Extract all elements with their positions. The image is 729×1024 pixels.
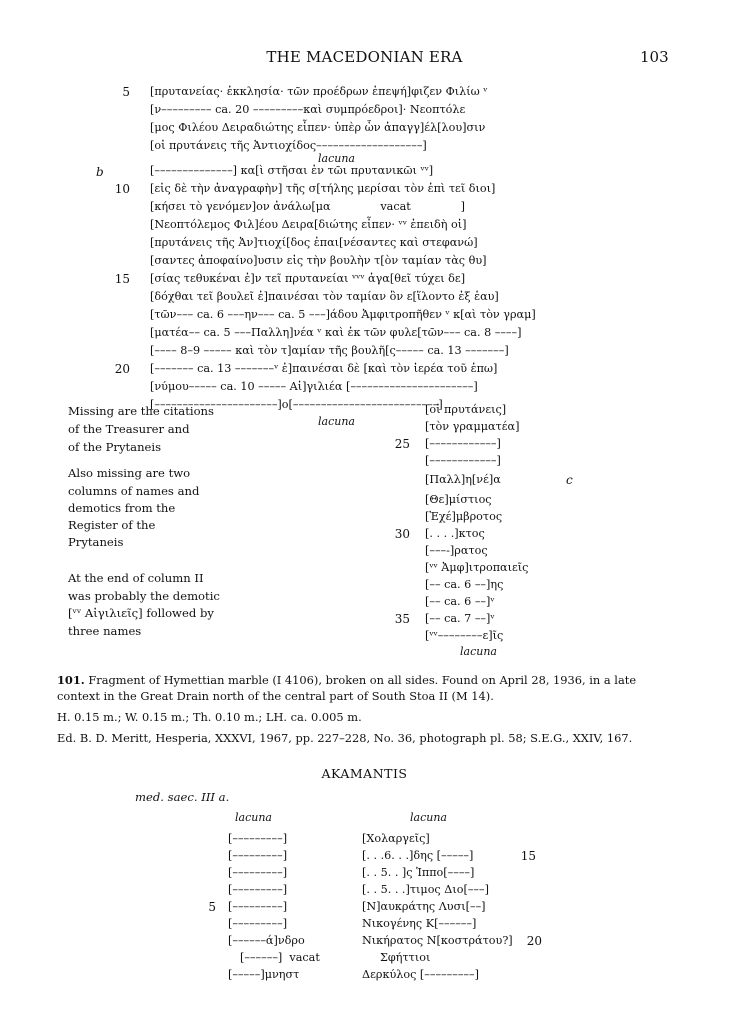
- fragment-marker-c: c: [566, 473, 573, 487]
- inscription-line: [πρυτανείας· ἐκκλησία· τῶν προέδρων ἐπεψή]φιζεν Φιλίω ᵛ: [150, 85, 488, 98]
- inscription-line: [σίας τεθυκέναι ἐ]ν τεῖ πρυτανείαι ᵛᵛᵛ ἀγα[θεῖ τύχει δε]: [150, 272, 466, 285]
- line-number: 20: [114, 362, 130, 376]
- inscription-line: [ν––––––––– ca. 20 –––––––––καὶ συμπρόεδροι]· Νεοπτόλε: [150, 103, 466, 116]
- inscription-line: [Θε]μίστιος: [425, 493, 492, 506]
- inscription-line: [τὸν γραμματέα]: [425, 420, 520, 433]
- line-number: 25: [394, 437, 410, 451]
- inscription-line: [μος Φιλέου Δειραδιώτης εἶπεν· ὑπὲρ ὧν ἀπαγγ]έλ[λου]σιν: [150, 121, 486, 134]
- line-number: 35: [394, 612, 410, 626]
- note-line: [ᵛᵛ Αἰγιλιεῖς] followed by: [68, 606, 214, 620]
- inscription-line: [δόχθαι τεῖ βουλεῖ ἐ]παινέσαι τὸν ταμίαν ὃν ε[ἵλοντο ἐξ ἑαυ]: [150, 290, 499, 303]
- inscription-line: [ᵛᵛ––––––––ε]ῖς: [425, 629, 504, 642]
- inscription-line: [ματέα–– ca. 5 –––Παλλη]νέα ᵛ καὶ ἐκ τῶν φυλε[τῶν––– ca. 8 ––––]: [150, 326, 522, 339]
- note-line: columns of names and: [68, 484, 200, 498]
- lacuna-label: lacuna: [318, 152, 355, 165]
- fragment-marker-b: b: [96, 165, 104, 179]
- name-line-right: Νικογένης Κ[––––––]: [362, 917, 477, 930]
- name-line-left: [–––––––––]: [228, 832, 288, 845]
- note-line: three names: [68, 624, 142, 638]
- inscription-line: [–– ca. 6 ––]ης: [425, 578, 504, 591]
- line-number: 15: [114, 272, 130, 286]
- page-number: 103: [640, 48, 669, 66]
- inscription-line: [οἱ πρυτάνεις τῆς Ἀντιοχίδος–––––––––––––––––––]: [150, 139, 427, 152]
- inscription-line: [κήσει τὸ γενόμεν]ον ἀνάλω[μα vacat ]: [150, 200, 465, 213]
- inscription-line: [––––––––––––]: [425, 454, 501, 467]
- inscription-line: [–– ca. 6 ––]ᵛ: [425, 595, 495, 608]
- section-title: AKAMANTIS: [321, 766, 408, 781]
- lacuna-label: lacuna: [318, 415, 355, 428]
- inscription-line: [εἰς δὲ τὴν ἀναγραφὴν] τῆς σ[τήλης μερίσαι τὸν ἐπὶ τεῖ διοι]: [150, 182, 496, 195]
- inscription-line: [––––––––––––––––––––––]ο[––––––––––––––––––––––––––]: [150, 398, 443, 411]
- line-number: 5: [122, 85, 130, 99]
- running-title: THE MACEDONIAN ERA: [266, 48, 463, 66]
- name-line-right: [. . .6. . .]δης [–––––]: [362, 849, 474, 862]
- name-line-left: [–––––––––]: [228, 917, 288, 930]
- name-line-left: [–––––––––]: [228, 866, 288, 879]
- note-line: demotics from the: [68, 501, 176, 515]
- line-number: 15: [520, 849, 536, 863]
- entry-number: 101.: [57, 673, 85, 687]
- name-line-left: [–––––––––]: [228, 883, 288, 896]
- name-line-right: [. . 5. . .]τιμος Διο[–––]: [362, 883, 489, 896]
- date-line: med. saec. III a.: [135, 790, 230, 804]
- name-line-left: [–––––]μνηστ: [228, 968, 300, 981]
- note-line: Prytaneis: [68, 535, 124, 549]
- entry-dimensions: H. 0.15 m.; W. 0.15 m.; Th. 0.10 m.; LH. ca. 0.005 m.: [57, 710, 362, 724]
- inscription-line: [–– ca. 7 ––]ᵛ: [425, 612, 495, 625]
- inscription-line: [––––––– ca. 13 –––––––ᵛ ἐ]παινέσαι δὲ [καὶ τὸν ἱερέα τοῦ ἐπω]: [150, 362, 498, 375]
- inscription-line: [πρυτάνεις τῆς Ἀν]τιοχί[δος ἐπαι[νέσαντες καὶ στεφανώ]: [150, 236, 478, 249]
- line-number: 30: [394, 527, 410, 541]
- inscription-line: [––––––––––––]: [425, 437, 501, 450]
- inscription-line: [Ἐχέ]μβροτος: [425, 510, 503, 523]
- inscription-line: [ᵛᵛ Ἀμφ]ιτροπαιεῖς: [425, 561, 529, 574]
- lacuna-left: lacuna: [235, 811, 272, 824]
- line-number: 20: [526, 934, 542, 948]
- entry-101-description: [57, 672, 677, 704]
- lacuna-right: lacuna: [410, 811, 447, 824]
- note-line: of the Treasurer and: [68, 422, 190, 436]
- inscription-line: [Παλλ]η[νέ]α: [425, 473, 501, 486]
- note-line: was probably the demotic: [68, 589, 220, 603]
- name-line-right: Νικήρατος Ν[κοστράτου?]: [362, 934, 513, 947]
- inscription-line: [σαντες ἀποφαίνο]υσιν εἰς τὴν βουλὴν τ[ὸν ταμίαν τὰς θυ]: [150, 254, 487, 267]
- note-line: Also missing are two: [68, 466, 191, 480]
- inscription-line: [νύμου––––– ca. 10 ––––– Αἰ]γιλιέα [––––––––––––––––––––––]: [150, 380, 478, 393]
- inscription-line: [––––––––––––––] κα[ὶ στῆσαι ἐν τῶι πρυτανικῶι ᵛᵛ]: [150, 164, 434, 177]
- name-line-left: [–––––––––]: [228, 849, 288, 862]
- entry-edition: Ed. B. D. Meritt, Hesperia, XXXVI, 1967, pp. 227–228, No. 36, photograph pl. 58; S.E.G., XXIV, 167.: [57, 731, 633, 745]
- note-line: Register of the: [68, 518, 156, 532]
- name-line-right: [. . 5. . ]ς Ἱππο[––––]: [362, 866, 475, 879]
- note-line: of the Prytaneis: [68, 440, 162, 454]
- inscription-line: [τῶν––– ca. 6 –––ην––– ca. 5 –––]άδου Ἀμφιτροπῆθεν ᵛ κ[αὶ τὸν γραμ]: [150, 308, 536, 321]
- line-number: 5: [208, 900, 216, 914]
- name-line-right: Δερκύλος [–––––––––]: [362, 968, 479, 981]
- name-line-right: [Ν]αυκράτης Λυσι[––]: [362, 900, 486, 913]
- inscription-line: [–––– 8–9 ––––– καὶ τὸν τ]αμίαν τῆς βουλῆ[ς––––– ca. 13 –––––––]: [150, 344, 509, 357]
- inscription-line: [Νεοπτόλεμος Φιλ]έου Δειρα[διώτης εἶπεν· ᵛᵛ ἐπειδὴ οἱ]: [150, 218, 467, 231]
- note-line: At the end of column II: [68, 571, 204, 585]
- inscription-line: [οἱ πρυτάνεις]: [425, 403, 507, 416]
- inscription-line: [–––-]ρατος: [425, 544, 488, 557]
- lacuna-label: lacuna: [460, 645, 497, 658]
- name-line-left: [––––––ά]νδρο: [228, 934, 305, 947]
- name-line-left: [–––––––––]: [228, 900, 288, 913]
- name-line-right: [Χολαργεῖς]: [362, 832, 430, 845]
- name-line-right: Σφήττιοι: [380, 951, 431, 964]
- line-number: 10: [114, 182, 130, 196]
- note-line: Missing are the citations: [68, 404, 214, 418]
- inscription-line: [. . . .]κτος: [425, 527, 485, 540]
- entry-desc: Fragment of Hymettian marble (I 4106), broken on all sides. Found on April 28, 1936, in a late context in the Great Drain north of the central part of South Stoa II (M 14).: [57, 673, 637, 703]
- name-line-left: [––––––] vacat: [240, 951, 320, 964]
